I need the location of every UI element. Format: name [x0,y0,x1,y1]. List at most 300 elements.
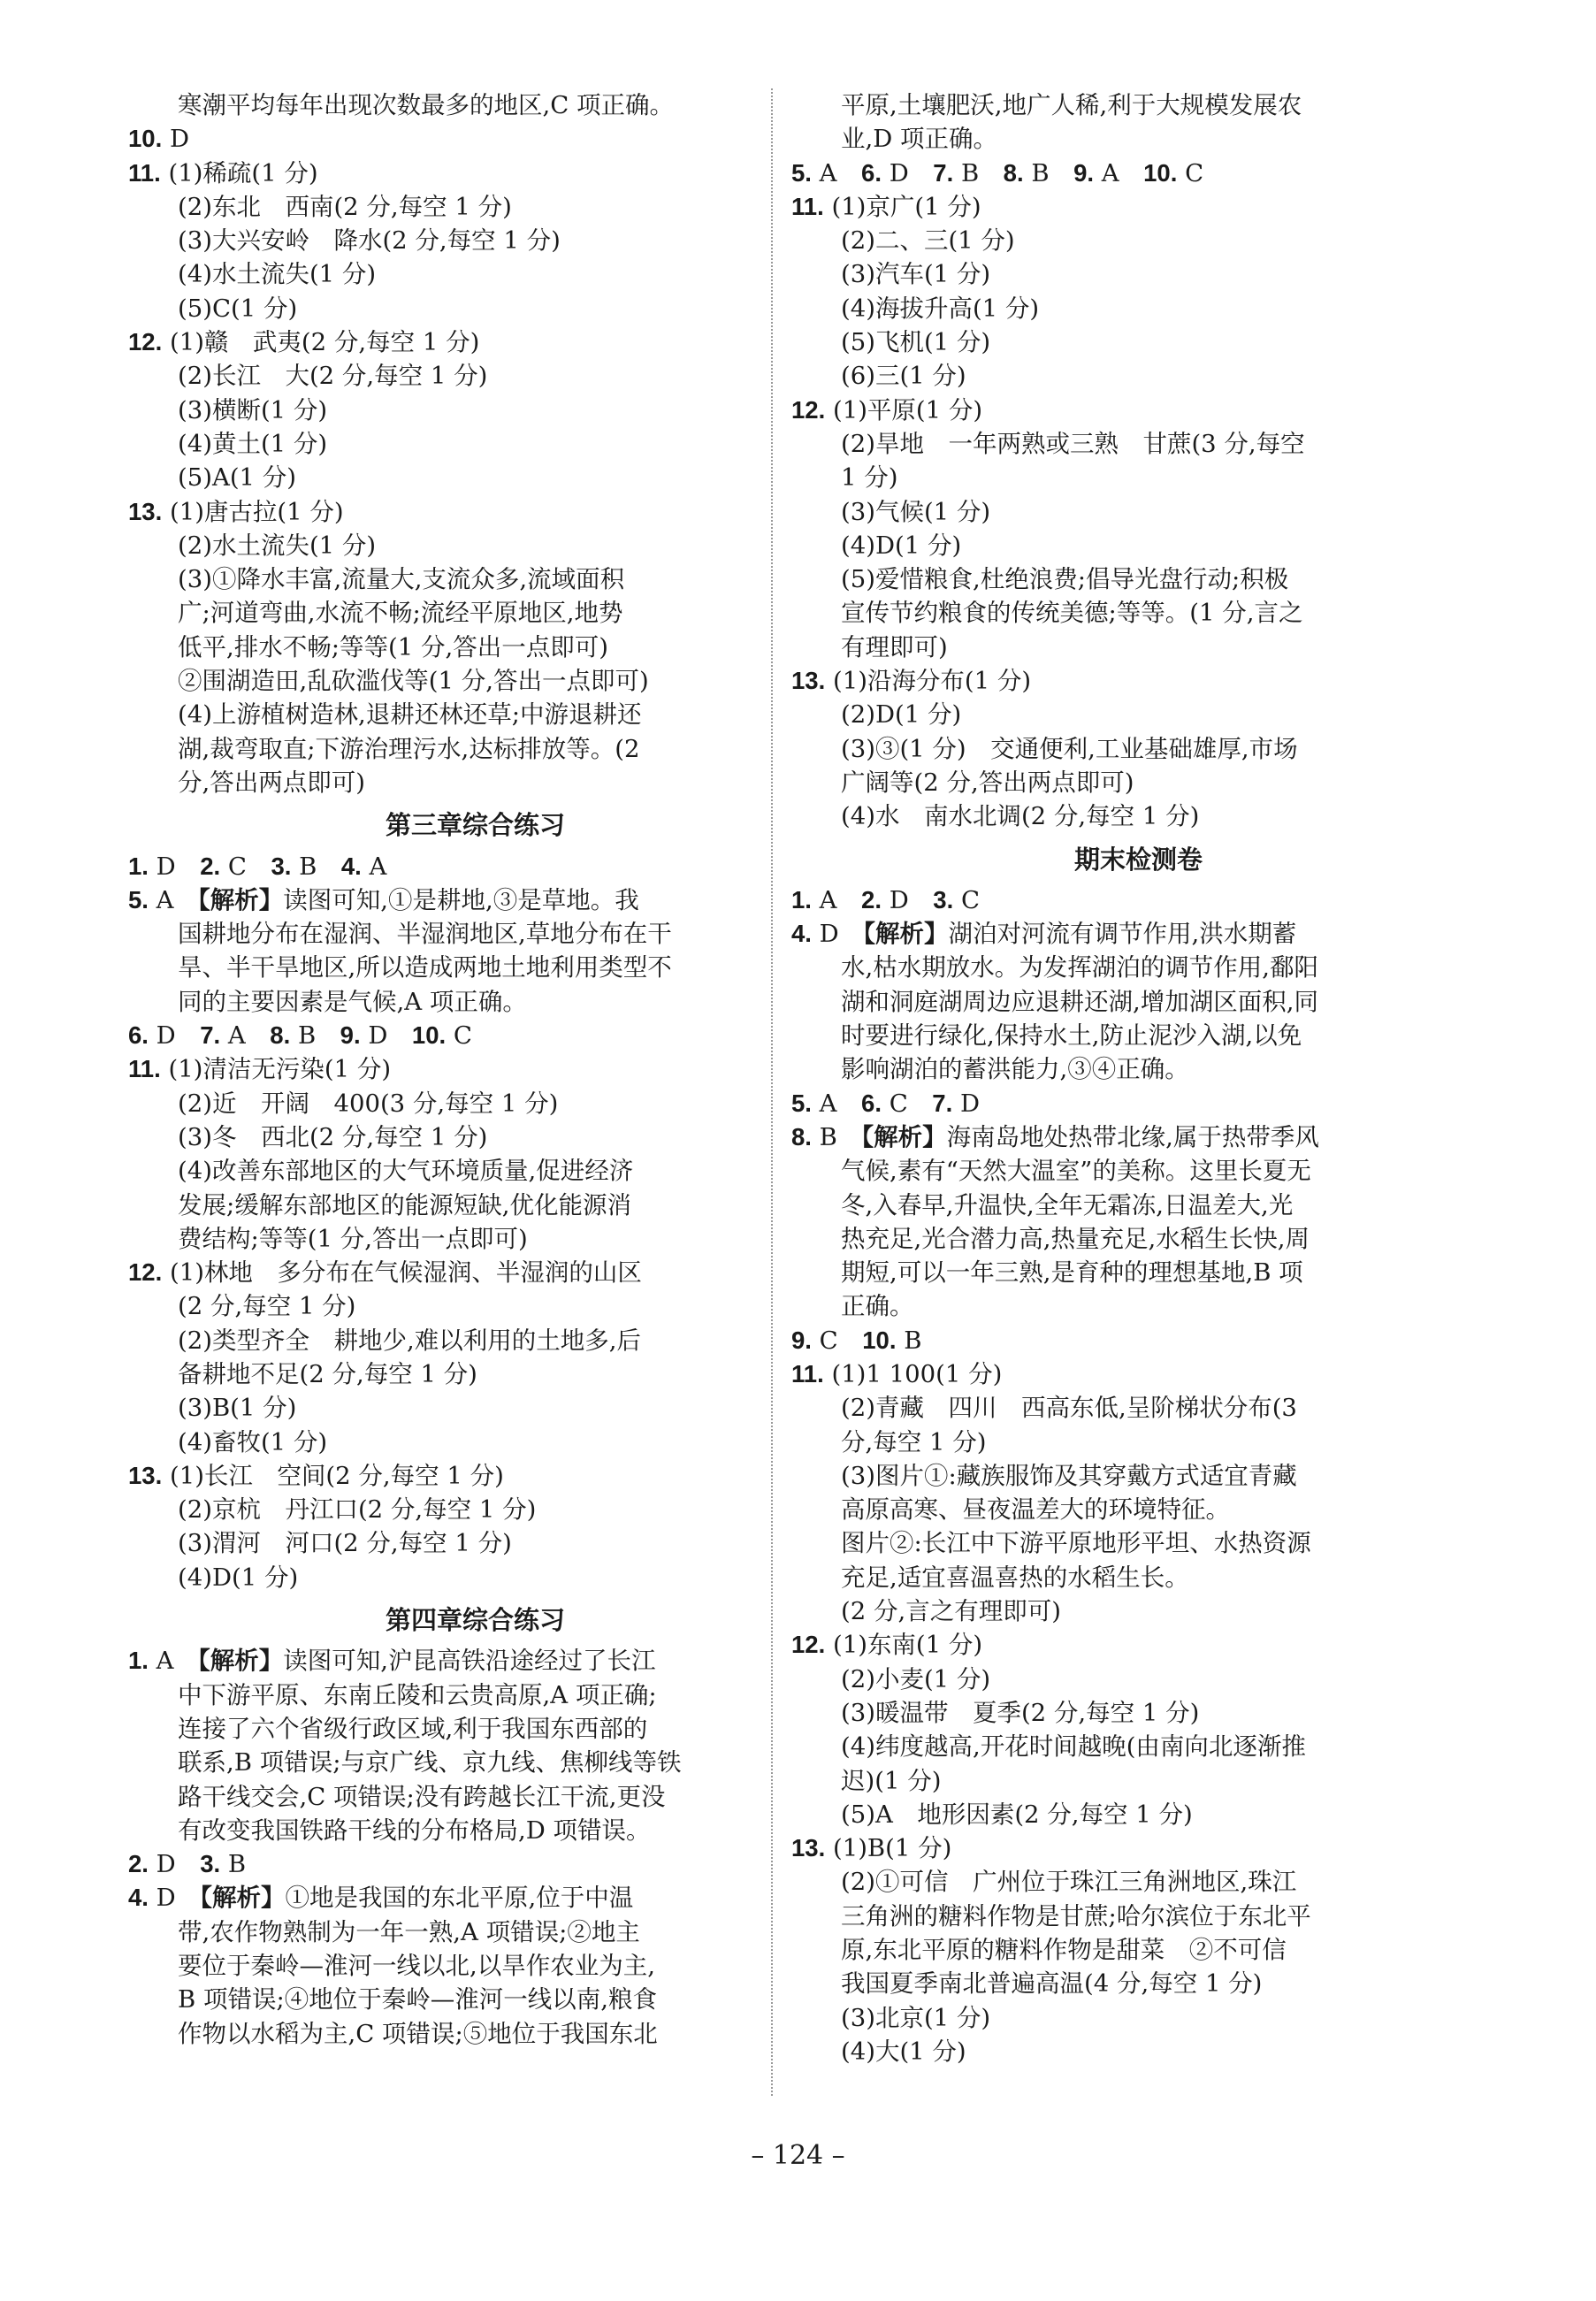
question-number: 13. [791,1834,826,1862]
section-title: 期末检测卷 [1073,844,1203,875]
answer-line [128,631,822,664]
analysis-text: 读图可知,①是耕地,③是草地。我 [283,885,639,914]
answer-text: A [148,1647,199,1676]
question-number: 6. [861,158,882,187]
answer-text: (2)东北 西南(2 分,每空 1 分) [178,192,512,221]
answer-text: B [953,158,1004,187]
answer-line [791,1798,1485,1831]
answer-line [128,427,822,461]
answer-line [128,1561,822,1594]
answer-text: 国耕地分布在湿润、半湿润地区,草地分布在干 [178,920,672,949]
answer-text: (1)B(1 分) [825,1834,952,1863]
answer-text: 三角洲的糖料作物是甘蔗;哈尔滨位于东北平 [841,1901,1311,1930]
answer-line [128,2017,822,2051]
answer-line [128,1087,822,1120]
answer-line [791,698,1485,731]
answer-line [128,1644,822,1678]
answer-text: 原,东北平原的糖料作物是甜菜 ②不可信 [841,1936,1287,1965]
answer-line [791,766,1485,799]
answer-text: D [360,1021,412,1051]
answer-text: (2)类型齐全 耕地少,难以利用的土地多,后 [178,1326,641,1355]
answer-line [128,596,822,630]
answer-text: (2)二、三(1 分) [841,226,1015,256]
analysis-label: 【解析】 [863,920,949,949]
question-number: 4. [791,920,812,948]
answer-line [791,1526,1485,1560]
question-number: 10. [128,125,163,153]
question-number: 6. [128,1021,149,1050]
answer-line [128,1120,822,1154]
answer-line [128,883,822,917]
question-number: 2. [861,885,882,914]
answer-line [791,1289,1485,1323]
answer-text: (2 分,每空 1 分) [178,1292,356,1321]
answer-line [128,1256,822,1289]
question-number: 5. [791,158,812,187]
answer-line [128,1915,822,1949]
answer-text: 费结构;等等(1 分,答出一点即可) [178,1224,528,1253]
answer-line [791,596,1485,630]
answer-text: (4)纬度越高,开花时间越晚(由南向北逐渐推 [841,1732,1306,1762]
answer-line [791,799,1485,833]
answer-text: ②围湖造田,乱砍滥伐等(1 分,答出一点即可) [178,667,649,696]
answer-line [791,951,1485,984]
answer-text: (1)清洁无污染(1 分) [160,1055,392,1084]
answer-text: 路干线交会,C 项错误;没有跨越长江干流,更没 [178,1782,666,1811]
answer-line [128,325,822,359]
answer-line [791,1459,1485,1493]
answer-line [128,1780,822,1814]
answer-text: 同的主要因素是气候,A 项正确。 [178,987,527,1016]
question-number: 11. [128,158,161,187]
answer-text: 图片②:长江中下游平原地形平坦、水热资源 [841,1529,1311,1558]
question-number: 11. [791,1359,824,1387]
question-number: 4. [340,852,362,880]
answer-line [128,88,822,122]
answer-line [791,394,1485,427]
answer-line [791,2035,1485,2068]
answer-text: (4)大(1 分) [841,2037,966,2066]
answer-text: D [148,1021,201,1051]
question-number: 13. [791,667,826,695]
answer-text: (2)D(1 分) [841,700,962,730]
answer-line [128,1459,822,1493]
question-number: 7. [933,158,954,187]
answer-line [128,664,822,698]
answer-line [791,1324,1485,1357]
section-title: 第三章综合练习 [385,810,565,841]
answer-text: A [811,885,862,914]
analysis-text: ①地是我国的东北平原,位于中温 [285,1884,634,1913]
answer-text: 充足,适宜喜温喜热的水稻生长。 [841,1563,1189,1592]
answer-line [791,1493,1485,1526]
answer-text: 湖,裁弯取直;下游治理污水,达标排放等。(2 [178,734,640,763]
answer-text: (4)黄土(1 分) [178,429,328,458]
answer-text: (2)长江 大(2 分,每空 1 分) [178,362,488,391]
analysis-label: 【解析】 [861,1122,947,1151]
answer-text: 作物以水稻为主,C 项错误;⑤地位于我国东北 [178,2019,658,2048]
answer-text: (2)青藏 四川 西高东低,呈阶梯状分布(3 [841,1394,1297,1423]
answer-line [128,157,822,190]
question-number: 6. [861,1089,882,1117]
answer-text: (2)京杭 丹江口(2 分,每空 1 分) [178,1495,537,1525]
answer-text: (2)水土流失(1 分) [178,531,377,560]
question-number: 10. [411,1021,447,1050]
answer-line [128,1983,822,2016]
answer-text: (1)赣 武夷(2 分,每空 1 分) [162,328,480,357]
answer-text: (1)唐古拉(1 分) [162,497,344,526]
analysis-label: 【解析】 [198,1647,284,1676]
answer-text: 旱、半干旱地区,所以造成两地土地利用类型不 [178,953,672,982]
answer-line [791,1019,1485,1052]
answer-line [791,1865,1485,1899]
answer-line [128,951,822,984]
answer-text: 联系,B 项错误;与京广线、京九线、焦柳线等铁 [178,1748,682,1777]
answer-line [791,1730,1485,1763]
question-number: 5. [791,1089,812,1117]
answer-line [791,732,1485,766]
answer-text: C [953,885,981,914]
answer-text: (3)横断(1 分) [178,395,328,424]
answer-text: B [291,852,341,881]
question-number: 11. [128,1055,161,1083]
answer-text: (3)渭河 河口(2 分,每空 1 分) [178,1529,512,1558]
answer-line [128,394,822,427]
answer-text: C [811,1326,863,1355]
answer-text: (3)北京(1 分) [841,2003,991,2032]
answer-text: D [811,920,864,949]
answer-line [128,1222,822,1256]
answer-text: D [881,885,934,914]
answer-text: (1)林地 多分布在气候湿润、半湿润的山区 [162,1258,642,1288]
question-number: 12. [128,1258,163,1287]
answer-line [791,2001,1485,2035]
question-number: 3. [271,852,292,880]
answer-line [128,917,822,951]
answer-text: 要位于秦岭—淮河一线以北,以旱作农业为主, [178,1952,655,1981]
answer-line [128,1019,822,1052]
answer-text: D [881,158,934,187]
answer-text: (4)改善东部地区的大气环境质量,促进经济 [178,1157,634,1186]
answer-line [791,190,1485,224]
answer-line [128,1847,822,1881]
analysis-text: 读图可知,沪昆高铁沿途经过了长江 [283,1647,656,1676]
answer-text: A [361,852,387,881]
answer-line [128,766,822,799]
answer-line [791,122,1485,156]
answer-text: (3)B(1 分) [178,1394,297,1423]
answer-text: B [290,1021,340,1051]
answer-line [791,157,1485,190]
left-column [128,88,822,2051]
right-column [791,88,1485,2068]
answer-text: (3)图片①:藏族服饰及其穿戴方式适宜青藏 [841,1461,1297,1490]
answer-text: 业,D 项正确。 [841,125,998,154]
question-number: 8. [270,1021,291,1050]
question-number: 12. [791,1631,826,1659]
answer-text: (4)水土流失(1 分) [178,260,377,289]
question-number: 13. [128,1461,163,1489]
question-number: 7. [932,1089,953,1117]
question-number: 10. [862,1326,897,1354]
answer-line [791,1594,1485,1628]
answer-text: (3)汽车(1 分) [841,260,991,289]
answer-text: B 项错误;④地位于秦岭—淮河一线以南,粮食 [178,1985,657,2014]
question-number: 1. [791,885,812,914]
answer-line [128,732,822,766]
answer-text: (4)上游植树造林,退耕还林还草;中游退耕还 [178,700,642,730]
answer-line [791,1696,1485,1730]
answer-text: 气候,素有“天然大温室”的美称。这里长夏无 [841,1157,1311,1186]
answer-text: D [148,1850,201,1879]
answer-line [128,1052,822,1086]
answer-line [128,985,822,1019]
answer-line [128,1881,822,1915]
answer-line [791,529,1485,562]
answer-text: 高原高寒、昼夜温差大的环境特征。 [841,1495,1230,1525]
answer-line [791,1663,1485,1696]
answer-text: 时要进行绿化,保持水土,防止泥沙入湖,以免 [841,1021,1302,1051]
answer-line [791,1256,1485,1289]
answer-text: (3)③(1 分) 交通便利,工业基础雄厚,市场 [841,734,1298,763]
question-number: 9. [340,1021,361,1050]
answer-text: 迟)(1 分) [841,1766,942,1795]
answer-line [791,1357,1485,1391]
answer-text: (3)①降水丰富,流量大,支流众多,流域面积 [178,565,625,594]
answer-text: (5)A(1 分) [178,463,297,493]
answer-text: 有理即可) [841,632,948,661]
answer-text: 期短,可以一年三熟,是育种的理想基地,B 项 [841,1258,1303,1288]
answer-line [128,1357,822,1391]
answer-line [791,359,1485,393]
answer-line [791,257,1485,291]
answer-text: 连接了六个省级行政区域,利于我国东西部的 [178,1714,648,1743]
answer-line [791,224,1485,257]
answer-line [791,1426,1485,1459]
answer-text: C [220,852,271,881]
answer-text: (2)近 开阔 400(3 分,每空 1 分) [178,1089,559,1118]
answer-text: 分,每空 1 分) [841,1427,987,1456]
analysis-label: 【解析】 [200,1884,286,1913]
answer-line [791,985,1485,1019]
answer-line [128,257,822,291]
answer-line [791,664,1485,698]
answer-line [128,1746,822,1779]
answer-text: A [148,885,199,914]
question-number: 12. [791,395,826,424]
answer-line [128,1426,822,1459]
answer-line [128,359,822,393]
answer-text: B [811,1122,862,1151]
question-number: 1. [128,852,149,880]
answer-line [128,850,822,883]
answer-line [128,495,822,529]
answer-text: A [220,1021,271,1051]
answer-line [791,1561,1485,1594]
answer-line [128,1678,822,1712]
answer-text: C [1177,158,1204,187]
question-number: 11. [791,192,824,220]
answer-line [128,292,822,325]
answer-text: (4)水 南水北调(2 分,每空 1 分) [841,802,1200,831]
answer-text: 湖和洞庭湖周边应退耕还湖,增加湖区面积,同 [841,987,1318,1016]
answer-line [128,529,822,562]
question-number: 4. [128,1884,149,1912]
answer-line [791,1628,1485,1662]
answer-text: (1)1 100(1 分) [823,1359,1003,1388]
answer-text: (3)冬 西北(2 分,每空 1 分) [178,1122,488,1151]
answer-line [791,562,1485,596]
answer-text: A [1094,158,1144,187]
answer-text: D [162,125,190,154]
answer-text: (2)旱地 一年两熟或三熟 甘蔗(3 分,每空 [841,429,1305,458]
answer-text: 中下游平原、东南丘陵和云贵高原,A 项正确; [178,1680,657,1709]
answer-line [128,1289,822,1323]
answer-text: 带,农作物熟制为一年一熟,A 项错误;②地主 [178,1917,640,1946]
answer-line [791,495,1485,529]
answer-text: (1)平原(1 分) [825,395,983,424]
answer-line [791,917,1485,951]
answer-text: 寒潮平均每年出现次数最多的地区,C 项正确。 [178,91,675,119]
answer-line [791,631,1485,664]
answer-line [791,1831,1485,1865]
answer-text: B [896,1326,922,1355]
answer-line [128,562,822,596]
question-number: 7. [200,1021,221,1050]
answer-line [128,1712,822,1746]
answer-text: 平原,土壤肥沃,地广人稀,利于大规模发展农 [841,91,1302,119]
question-number: 13. [128,497,163,525]
answer-line [791,1967,1485,2000]
answer-text: 正确。 [841,1292,914,1321]
answer-text: 1 分) [841,463,898,493]
answer-text: D [148,1884,201,1913]
question-number: 10. [1143,158,1178,187]
section-title: 第四章综合练习 [385,1605,565,1636]
answer-line [791,292,1485,325]
question-number: 12. [128,328,163,356]
answer-text: 热充足,光合潜力高,热量充足,水稻生长快,周 [841,1224,1310,1253]
question-number: 9. [1073,158,1094,187]
answer-text: (5)C(1 分) [178,294,298,323]
answer-text: C [446,1021,472,1051]
answer-text: 低平,排水不畅;等等(1 分,答出一点即可) [178,632,608,661]
answer-text: (3)气候(1 分) [841,497,991,526]
answer-line [791,325,1485,359]
answer-text: 广阔等(2 分,答出两点即可) [841,768,1134,797]
answer-text: 备耕地不足(2 分,每空 1 分) [178,1359,477,1388]
question-number: 3. [200,1850,221,1878]
answer-text: (3)大兴安岭 降水(2 分,每空 1 分) [178,226,561,256]
page-number: – 124 – [751,2140,845,2171]
column-divider [771,88,773,2096]
answer-line [128,224,822,257]
answer-line [791,1933,1485,1967]
answer-text: (4)D(1 分) [178,1563,299,1592]
answer-text: (1)沿海分布(1 分) [825,667,1032,696]
answer-line [791,1120,1485,1154]
answer-line [791,1189,1485,1222]
answer-line [128,1189,822,1222]
answer-text: (4)畜牧(1 分) [178,1427,328,1456]
answer-line [128,1949,822,1983]
analysis-text: 海南岛地处热带北缘,属于热带季风 [946,1122,1319,1151]
question-number: 8. [791,1122,812,1150]
answer-line [791,1087,1485,1120]
question-number: 2. [200,852,221,880]
answer-text: (3)暖温带 夏季(2 分,每空 1 分) [841,1698,1200,1727]
answer-line [128,461,822,494]
answer-line [128,1391,822,1425]
answer-line [791,427,1485,461]
answer-text: 我国夏季南北普遍高温(4 分,每空 1 分) [841,1969,1263,1999]
answer-line [128,122,822,156]
answer-text: 分,答出两点即可) [178,768,365,797]
question-number: 1. [128,1647,149,1675]
answer-text: B [1023,158,1074,187]
answer-text: A [811,158,862,187]
answer-text: (2)小麦(1 分) [841,1664,991,1693]
answer-text: (1)长江 空间(2 分,每空 1 分) [162,1461,504,1490]
answer-text: 有改变我国铁路干线的分布格局,D 项错误。 [178,1816,651,1845]
answer-text: D [952,1089,981,1118]
answer-text: C [881,1089,933,1118]
answer-line [791,1764,1485,1798]
answer-line [791,1391,1485,1425]
answer-text: 广;河道弯曲,水流不畅;流经平原地区,地势 [178,599,623,628]
answer-text: (5)飞机(1 分) [841,328,991,357]
answer-line [791,1222,1485,1256]
answer-line [128,1814,822,1847]
answer-text: 宣传节约粮食的传统美德;等等。(1 分,言之 [841,599,1303,628]
question-number: 9. [791,1326,812,1354]
question-number: 2. [128,1850,149,1878]
answer-text: B [220,1850,247,1879]
answer-line [128,1493,822,1526]
answer-text: (4)海拔升高(1 分) [841,294,1040,323]
answer-line [791,88,1485,122]
answer-text: (5)爱惜粮食,杜绝浪费;倡导光盘行动;积极 [841,565,1289,594]
answer-text: (1)京广(1 分) [823,192,981,221]
answer-text: (1)稀疏(1 分) [160,158,318,187]
answer-text: (2 分,言之有理即可) [841,1597,1061,1626]
answer-text: (1)东南(1 分) [825,1631,983,1660]
question-number: 8. [1003,158,1024,187]
answer-text: D [148,852,201,881]
answer-text: (5)A 地形因素(2 分,每空 1 分) [841,1800,1193,1829]
answer-line [128,1154,822,1188]
answer-text: (4)D(1 分) [841,531,962,560]
answer-line [128,1526,822,1560]
question-number: 3. [933,885,954,914]
question-number: 5. [128,885,149,914]
answer-text: A [811,1089,862,1118]
answer-line [791,1154,1485,1188]
answer-text: 水,枯水期放水。为发挥湖泊的调节作用,鄱阳 [841,953,1318,982]
answer-text: (2)①可信 广州位于珠江三角洲地区,珠江 [841,1868,1297,1897]
answer-text: 发展;缓解东部地区的能源短缺,优化能源消 [178,1190,632,1219]
analysis-text: 湖泊对河流有调节作用,洪水期蓄 [948,920,1297,949]
answer-line [128,1324,822,1357]
answer-text: (6)三(1 分) [841,362,966,391]
answer-line [791,883,1485,917]
answer-text: 影响湖泊的蓄洪能力,③④正确。 [841,1055,1189,1084]
answer-line [791,1052,1485,1086]
answer-text: 冬,入春早,升温快,全年无霜冻,日温差大,光 [841,1190,1294,1219]
answer-line [791,1900,1485,1933]
answer-line [128,698,822,731]
answer-line [128,190,822,224]
